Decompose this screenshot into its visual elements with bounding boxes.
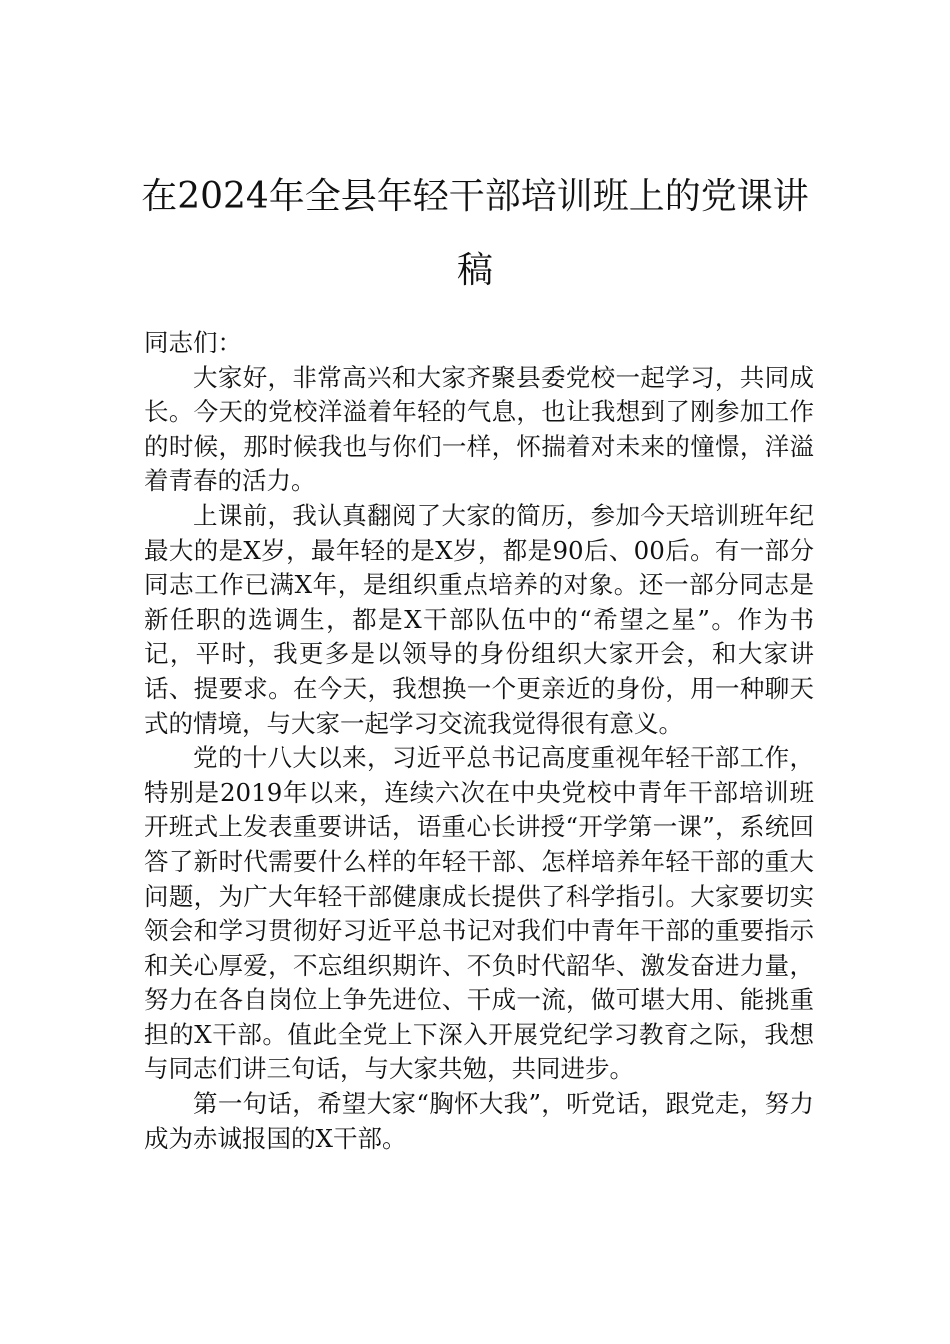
paragraph-greeting: 大家好，非常高兴和大家齐聚县委党校一起学习，共同成长。今天的党校洋溢着年轻的气息，也让我想到了刚参加工作的时候，那时候我也与你们一样，怀揣着对未来的憧憬，洋溢着青春的活力。 — [144, 362, 814, 496]
paragraph-first-point: 第一句话，希望大家“胸怀大我”，听党话，跟党走，努力成为赤诚报国的X干部。 — [144, 1089, 814, 1153]
paragraph-introduction: 上课前，我认真翻阅了大家的简历，参加今天培训班年纪最大的是X岁，最年轻的是X岁，都是90后、00后。有一部分同志工作已满X年，是组织重点培养的对象。还一部分同志是新任职的选调生，都是X干部队伍中的“希望之星”。作为书记，平时，我更多是以领导的身份组织大家开会，和大家讲话、提要求。在今天，我想换一个更亲近的身份，用一种聊天式的情境，与大家一起学习交流我觉得很有意义。 — [144, 500, 814, 738]
paragraph-background: 党的十八大以来，习近平总书记高度重视年轻干部工作，特别是2019年以来，连续六次在中央党校中青年干部培训班开班式上发表重要讲话，语重心长讲授“开学第一课”，系统回答了新时代需要什么样的年轻干部、怎样培养年轻干部的重大问题，为广大年轻干部健康成长提供了科学指引。大家要切实领会和学习贯彻好习近平总书记对我们中青年干部的重要指示和关心厚爱，不忘组织期许、不负时代韶华、激发奋进力量，努力在各自岗位上争先进位、干成一流，做可堪大用、能挑重担的X干部。值此全党上下深入开展党纪学习教育之际，我想与同志们讲三句话，与大家共勉，共同进步。 — [144, 743, 814, 1084]
document-body — [144, 326, 814, 1156]
document-title: 在2024年全县年轻干部培训班上的党课讲稿 — [141, 176, 809, 291]
salutation: 同志们： — [144, 328, 242, 357]
